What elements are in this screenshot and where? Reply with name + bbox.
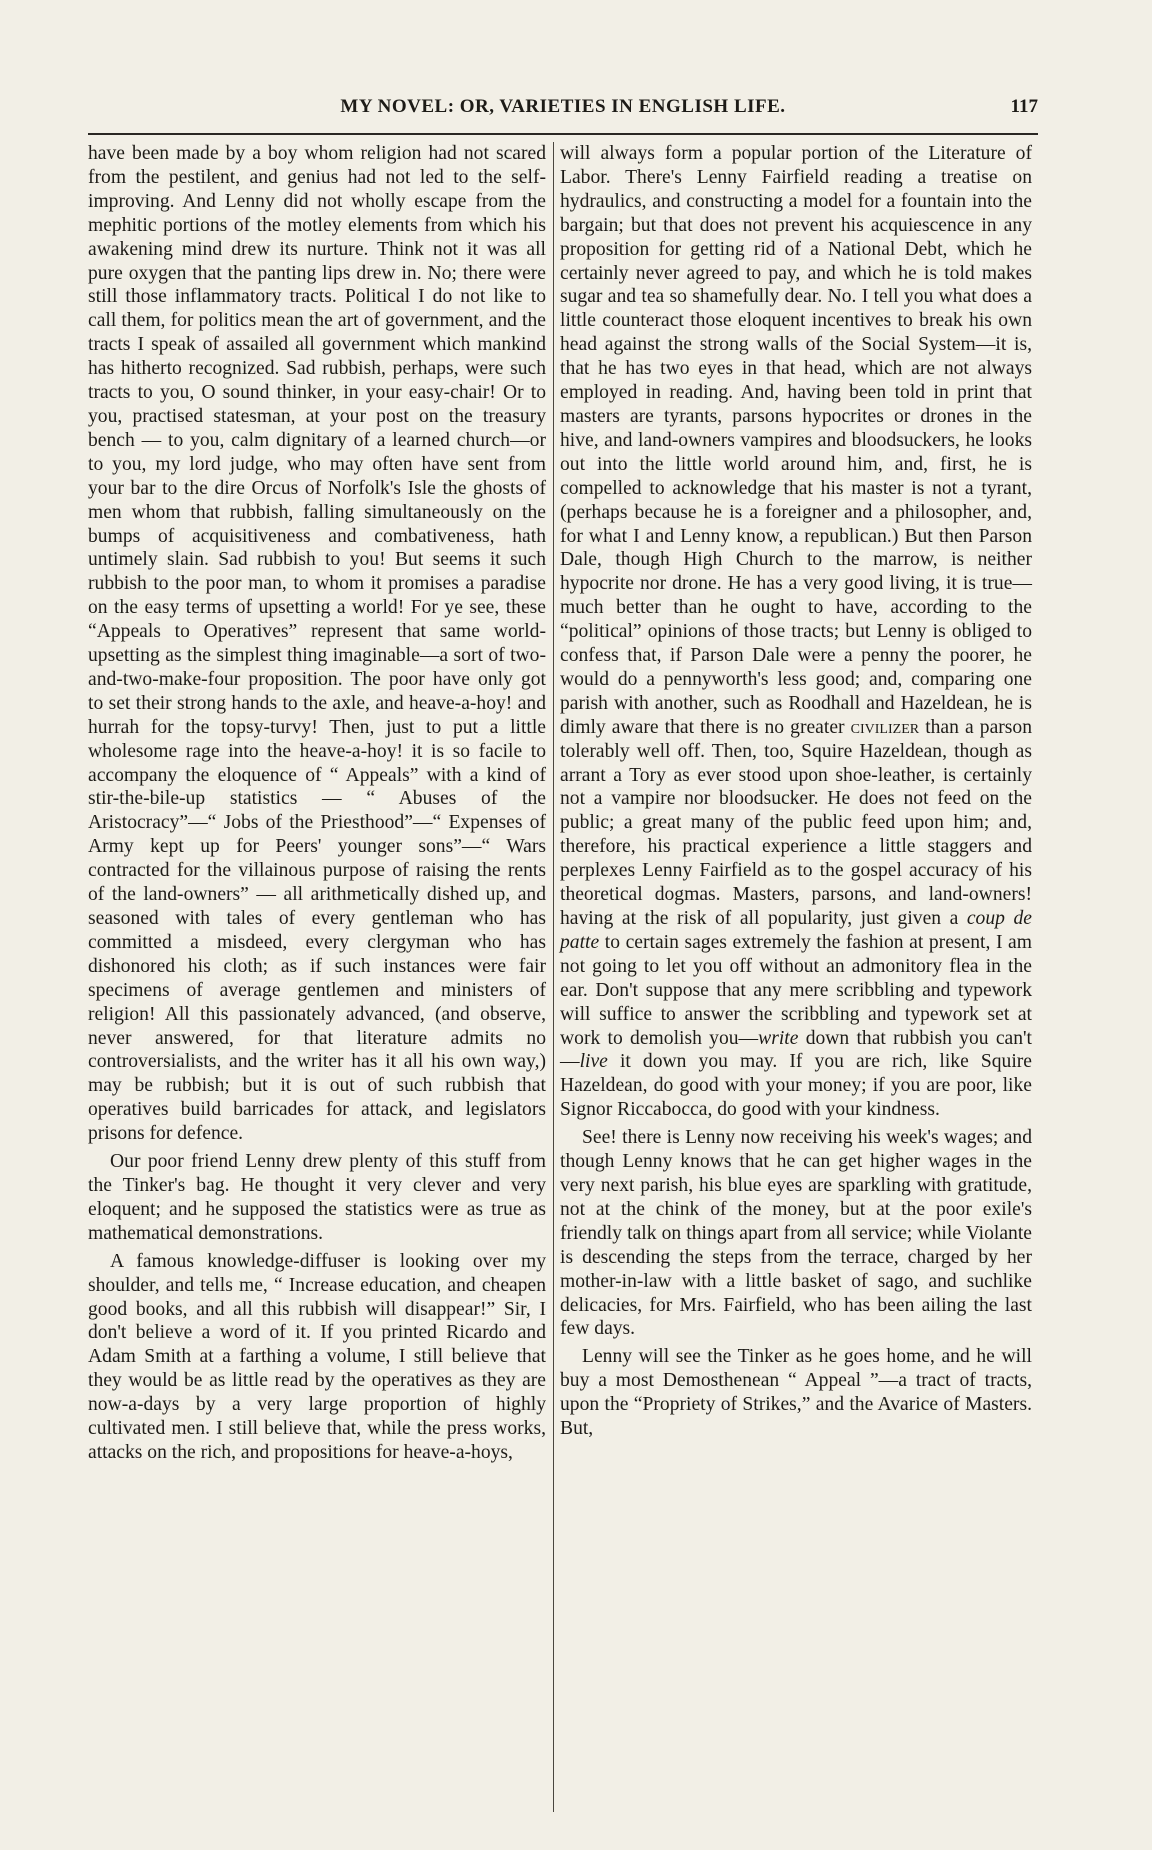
running-header bbox=[88, 96, 1038, 126]
paragraph bbox=[560, 142, 1032, 1122]
text-run: will always form a popular portion of the Literature of Labor. There's Lenny Fairfield reading a treatise on hydraulics, and constructing a model for a fountain into the bargain; but that does not prevent his acquiescence in any proposition for getting rid of a National Debt, which he certainly never agreed to pay, and which he is told makes sugar and tea so shamefully dear. No. I tell you what does a little counteract those eloquent incentives to break his own head against the strong walls of the Social System—it is, that he has two eyes in that head, which are not always employed in reading. And, having been told in print that masters are tyrants, parsons hypocrites or drones in the hive, and land-owners vampires and bloodsuckers, he looks out into the little world around him, and, first, he is compelled to acknowledge that his master is not a tyrant, (perhaps because he is a foreigner and a philosopher, and, for what I and Lenny know, a republican.) But then Parson Dale, though High Church to the marrow, is neither hypocrite nor drone. He has a very good living, it is true—much better than he ought to have, according to the “political” opinions of those tracts; but Lenny is obliged to confess that, if Parson Dale were a penny the poorer, he would do a pennyworth's less good; and, comparing one parish with another, such as Roodhall and Hazeldean, he is dimly aware that there is no greater bbox=[560, 143, 1032, 738]
italic-word: live bbox=[579, 1051, 608, 1073]
paragraph: Lenny will see the Tinker as he goes home, and he will buy a most Demosthenean “ Appeal ”—a tract of tracts, upon the “Propriety of Strikes,” and the Avarice of Masters. But, bbox=[560, 1346, 1032, 1440]
running-title: MY NOVEL: OR, VARIETIES IN ENGLISH LIFE. bbox=[340, 96, 786, 117]
text-run: it down you may. If you are rich, like Squire Hazeldean, do good with your money; if you are poor, like Signor Riccabocca, do good with your kindness. bbox=[560, 1051, 1032, 1121]
page-number: 117 bbox=[1010, 96, 1038, 117]
italic-phrase: coup de patte bbox=[560, 908, 1032, 953]
small-caps-word: civilizer bbox=[850, 716, 920, 738]
header-rule bbox=[88, 133, 1038, 135]
paragraph: See! there is Lenny now receiving his week's wages; and though Lenny knows that he can get higher wages in the very next parish, his blue eyes are sparkling with gratitude, not at the chink of the money, but at the poor exile's friendly talk on things apart from all service; while Violante is descending the steps from the terrace, charged by her mother-in-law with a little basket of sago, and suchlike delicacies, for Mrs. Fairfield, who has been ailing the last few days. bbox=[560, 1127, 1032, 1340]
text-run: than a parson tolerably well off. Then, too, Squire Hazeldean, though as arrant a Tory as ever stood upon shoe-leather, is certainly not a vampire nor bloodsucker. He does not feed on the public; a great many of the public feed upon him; and, therefore, his practical experience a little staggers and perplexes Lenny Fairfield as to the gospel accuracy of his theoretical dogmas. Masters, parsons, and land-owners! having at the risk of all popularity, just given a bbox=[560, 716, 1033, 929]
paragraph: have been made by a boy whom religion had not scared from the pestilent, and genius had not led to the self-improving. And Lenny did not wholly escape from the mephitic portions of the motley elements from which his awakening mind drew its nurture. Think not it was all pure oxygen that the panting lips drew in. No; there were still those inflammatory tracts. Political I do not like to call them, for politics mean the art of government, and the tracts I speak of assailed all government which mankind has hitherto recognized. Sad rubbish, perhaps, were such tracts to you, O sound thinker, in your easy-chair! Or to you, practised statesman, at your post on the treasury bench — to you, calm dignitary of a learned church—or to you, my lord judge, who may often have sent from your bar to the dire Orcus of Norfolk's Isle the ghosts of men whom that rubbish, falling simultaneously on the bumps of acquisitiveness and combativeness, hath untimely slain. Sad rubbish to you! But seems it such rubbish to the poor man, to whom it promises a paradise on the easy terms of upsetting a world! For ye see, these “Appeals to Operatives” represent that same world-upsetting as the simplest thing imaginable—a sort of two-and-two-make-four proposition. The poor have only got to set their strong hands to the axle, and heave-a-hoy! and hurrah for the topsy-turvy! Then, just to put a little wholesome rage into the heave-a-hoy! it is so facile to accompany the eloquence of “ Appeals” with a kind of stir-the-bile-up statistics — “ Abuses of the Aristocracy”—“ Jobs of the Priesthood”—“ Expenses of Army kept up for Peers' younger sons”—“ Wars contracted for the villainous purpose of raising the rents of the land-owners” — all arithmetically dished up, and seasoned with tales of every gentleman who has committed a misdeed, every clergyman who has dishonored his cloth; as if such instances were fair specimens of average gentlemen and ministers of religion! All this passionately advanced, (and observe, never answered, for that literature admits no controversialists, and the writer has it all his own way,) may be rubbish; but it is out of such rubbish that operatives build barricades for attack, and legislators prisons for defence. bbox=[88, 143, 546, 1145]
right-column bbox=[560, 142, 1032, 1441]
column-rule bbox=[553, 142, 554, 1812]
italic-word: write bbox=[758, 1027, 799, 1049]
paragraph: Our poor friend Lenny drew plenty of this stuff from the Tinker's bag. He thought it very clever and very eloquent; and he supposed the statistics were as true as mathematical demonstrations. bbox=[88, 1151, 546, 1244]
text-run: down that rubbish you can't— bbox=[560, 1027, 1032, 1073]
text-run: to certain sages extremely the fashion at present, I am not going to let you off without an admonitory flea in the ear. Don't suppose that any mere scribbling and typework will suffice to answer the scribbling and typework set at work to demolish you— bbox=[560, 931, 1032, 1049]
paragraph: A famous knowledge-diffuser is looking over my shoulder, and tells me, “ Increase education, and cheapen good books, and all this rubbish will disappear!” Sir, I don't believe a word of it. If you printed Ricardo and Adam Smith at a farthing a volume, I still believe that they would be as little read by the operatives as they are now-a-days by a very large proportion of highly cultivated men. I still believe that, while the press works, attacks on the rich, and propositions for heave-a-hoys, bbox=[88, 1250, 546, 1463]
left-column bbox=[88, 142, 546, 1465]
